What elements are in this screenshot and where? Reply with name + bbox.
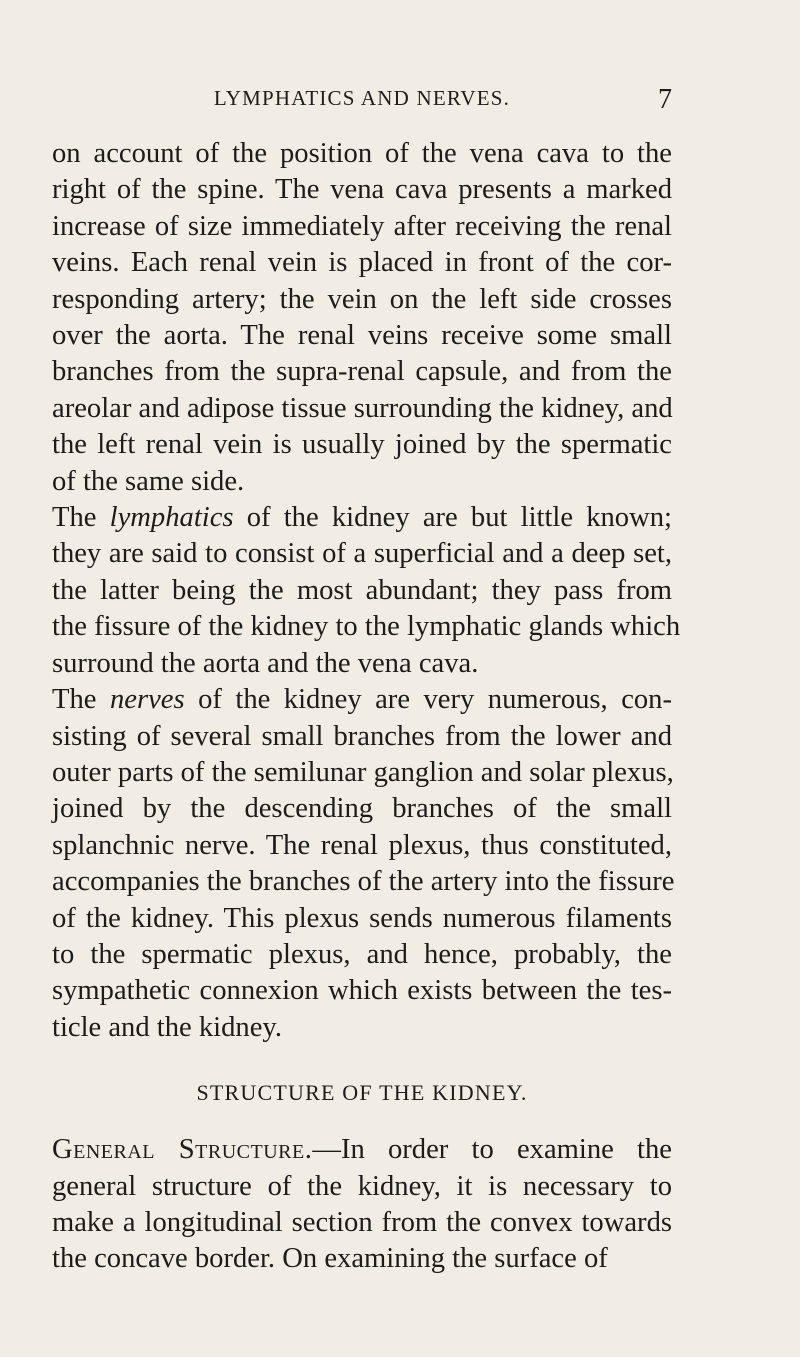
text-run: The [52, 502, 110, 534]
text-line: make a longitudinal section from the convex towards [52, 1206, 672, 1238]
paragraph-nerves [52, 682, 675, 1046]
text-line: they are said to consist of a superficial and a deep set, [52, 538, 672, 570]
text-line: splanchnic nerve. The renal plexus, thus constituted, [52, 829, 672, 861]
text-line: increase of size immediately after receiving the renal [52, 210, 672, 242]
text-line [52, 1132, 672, 1168]
text-run: The [52, 684, 110, 716]
text-line: right of the spine. The vena cava presents a marked [52, 174, 672, 206]
text-line: of the same side. [52, 465, 245, 497]
text-line: responding artery; the vein on the left side crosses [52, 283, 672, 315]
text-line: sisting of several small branches from the lower and [52, 720, 672, 752]
text-line: the left renal vein is usually joined by the spermatic [52, 429, 672, 461]
text-line: sympathetic connexion which exists between the tes- [52, 975, 672, 1007]
running-head [52, 86, 672, 126]
text-line: veins. Each renal vein is placed in front of the cor- [52, 247, 672, 279]
header-title: LYMPHATICS AND NERVES. [213, 86, 511, 110]
paragraph-lymphatics [52, 500, 681, 682]
section-heading: STRUCTURE OF THE KIDNEY. [196, 1080, 528, 1106]
page-number: 7 [658, 84, 672, 115]
text-line: the latter being the most abundant; they pass from [52, 574, 672, 606]
text-line: the fissure of the kidney to the lymphatic glands which [52, 611, 681, 643]
text-line: ticle and the kidney. [52, 1011, 282, 1043]
paragraph-renal-veins [52, 136, 672, 500]
text-line: general structure of the kidney, it is necessary to [52, 1170, 672, 1202]
text-line: the concave border. On examining the surface of [52, 1243, 608, 1275]
text-line: outer parts of the semilunar ganglion and solar plexus, [52, 756, 674, 788]
text-line: surround the aorta and the vena cava. [52, 647, 479, 679]
text-run: —In order to examine the [312, 1134, 672, 1166]
run-in-heading: General Structure. [52, 1134, 313, 1166]
paragraph-general-structure [52, 1132, 672, 1278]
text-line: joined by the descending branches of the small [52, 793, 672, 825]
text-line [52, 500, 672, 536]
text-line: on account of the position of the vena cava to the [52, 138, 672, 169]
text-line: of the kidney. This plexus sends numerous filaments [52, 902, 672, 934]
text-line: accompanies the branches of the artery into the fissure [52, 866, 675, 898]
term-lymphatics: lymphatics [109, 502, 234, 534]
text-line: to the spermatic plexus, and hence, probably, the [52, 938, 672, 970]
text-run: of the kidney are very numerous, con- [184, 684, 672, 716]
text-line [52, 682, 672, 718]
text-run: of the kidney are but little known; [233, 502, 672, 534]
text-line: areolar and adipose tissue surrounding the kidney, and [52, 392, 673, 424]
text-line: branches from the supra-renal capsule, and from the [52, 356, 672, 388]
term-nerves: nerves [109, 684, 185, 716]
text-line: over the aorta. The renal veins receive some small [52, 320, 672, 352]
